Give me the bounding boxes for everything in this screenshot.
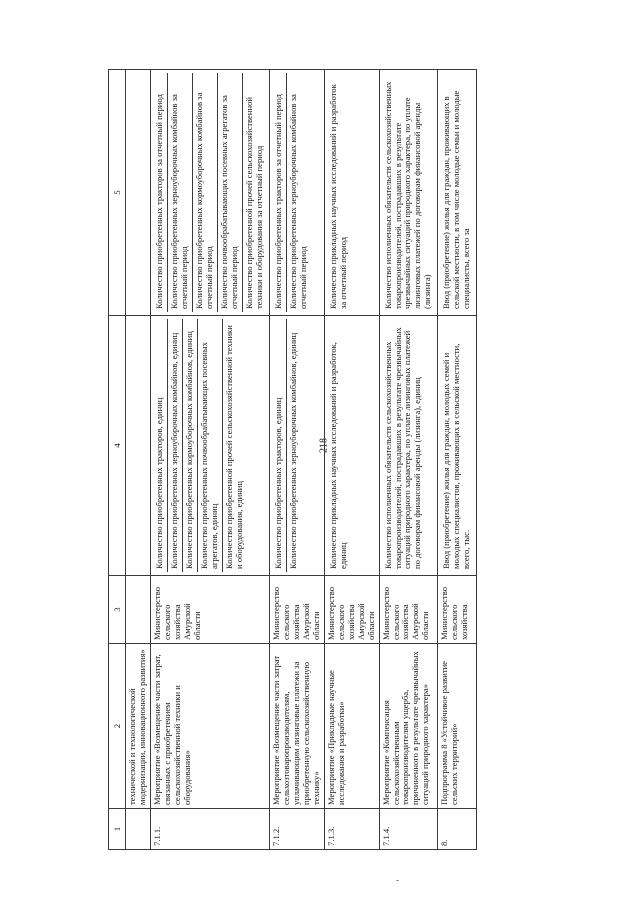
indicator-cell — [151, 316, 270, 576]
table-row — [151, 70, 270, 850]
row-number: 7.1.1. — [151, 809, 270, 850]
result-description: Количество приобретенных зерноуборочных комбайнов за отчетный период — [167, 73, 192, 312]
indicator-text — [128, 319, 132, 572]
row-number: 7.1.2. — [269, 809, 324, 850]
row-number — [126, 809, 151, 850]
row-number: 8. — [438, 809, 477, 850]
indicator-text: Количество приобретенных почвообрабатывающих посевных агрегатов, единиц — [197, 319, 222, 572]
responsible-executor: Министерство сельского хозяйства Амурской области — [151, 576, 270, 644]
result-cell — [438, 70, 477, 316]
result-description: Количество приобретенных тракторов за отчетный период — [154, 94, 165, 309]
result-description: Количество приобретенных кормоуборочных комбайнов за отчетный период — [192, 73, 217, 312]
scan-artifact — [396, 880, 399, 881]
page-number: 218 — [318, 438, 330, 453]
result-cell — [126, 70, 151, 316]
table-body — [126, 70, 477, 850]
program-table — [108, 69, 477, 850]
indicator-text: Количество приобретенных зерноуборочных комбайнов, единиц — [167, 319, 182, 572]
responsible-executor: Министерство сельского хозяйства Амурской области — [379, 576, 438, 644]
program-measure-name: Подпрограмма 8 «Устойчивое развитие сельских территорий» — [438, 644, 477, 809]
indicator-text: Количество приобретенной прочей сельскохозяйственной техники и оборудования, единиц — [222, 319, 247, 572]
program-measure-name: Мероприятие «Прикладные научные исследования и разработки» — [324, 644, 379, 809]
table-row — [379, 70, 438, 850]
result-cell — [324, 70, 379, 316]
indicator-cell — [269, 316, 324, 576]
responsible-executor: Министерство сельского хозяйства — [438, 576, 477, 644]
result-description: Количество почвообрабатывающих посевных агрегатов за отчетный период — [217, 73, 242, 312]
row-number: 7.1.4. — [379, 809, 438, 850]
row-number: 7.1.3. — [324, 809, 379, 850]
header-col-5: 5 — [109, 70, 126, 316]
program-measure-name: Мероприятие «Возмещение части затрат, связанных с приобретением сельскохозяйственной техники и оборудования» — [151, 644, 270, 809]
program-measure-name: технической и технологической модернизации, инновационного развития» — [126, 644, 151, 809]
indicator-text: Количество приобретенных кормоуборочных комбайнов, единиц — [182, 319, 197, 572]
table-row — [126, 70, 151, 850]
header-col-3: 3 — [109, 576, 126, 644]
result-description: Ввод (приобретение) жилья для граждан, проживающих в сельской местности, в том числе молодые семьи и молодые специалисты, всего за — [441, 90, 472, 309]
result-description: Количество прикладных научных исследований и разработок за отчетный период — [327, 84, 348, 309]
header-col-1: 1 — [109, 809, 126, 850]
result-cell — [379, 70, 438, 316]
indicator-text: Количество приобретенных зерноуборочных комбайнов, единиц — [286, 319, 301, 572]
result-cell — [151, 70, 270, 316]
indicator-cell — [438, 316, 477, 576]
responsible-executor: Министерство сельского хозяйства Амурской области — [269, 576, 324, 644]
indicator-cell — [379, 316, 438, 576]
indicator-text: Количество прикладных научных исследований и разработок, единиц — [327, 342, 348, 569]
indicator-cell — [324, 316, 379, 576]
indicator-text: Ввод (приобретение) жилья для граждан, молодых семей и молодых специалистов, проживающих в сельской местности, всего, тыс. — [441, 343, 472, 569]
indicator-text: Количество исполненных обязательств сельскохозяйственных товаропроизводителей, пострадавших в результате чрезвычайных ситуаций природного характера, по уплате лизинговых платежей по договорам финансовой аренды (лизинга), единиц — [382, 327, 423, 569]
indicator-cell — [126, 316, 151, 576]
result-cell — [269, 70, 324, 316]
table-header-row — [109, 70, 126, 850]
table-row — [269, 70, 324, 850]
responsible-executor: Министерство сельского хозяйства Амурской области — [324, 576, 379, 644]
header-col-4: 4 — [109, 316, 126, 576]
program-measure-name: Мероприятие «Возмещение части затрат сельхозтоваропроизводителям, уплачивающим лизинговые платежи за приобретенную сельскохозяйственную технику» — [269, 644, 324, 809]
result-description: Количество исполненных обязательств сельскохозяйственных товаропроизводителей, пострадавших в результате чрезвычайных ситуаций природного характера, по уплате лизинговых платежей по договорам финансовой аренды (лизинга) — [382, 81, 433, 309]
program-measure-name: Мероприятие «Компенсация сельскохозяйственным товаропроизводителям ущерба, причиненного в результате чрезвычайных ситуаций природного характера» — [379, 644, 438, 809]
result-description — [128, 73, 132, 312]
result-description: Количество приобретенных зерноуборочных комбайнов за отчетный период — [286, 73, 311, 312]
responsible-executor — [126, 576, 151, 644]
result-description: Количество приобретенных тракторов за отчетный период — [272, 94, 283, 309]
table-row — [324, 70, 379, 850]
indicator-text: Количество приобретенных тракторов, единиц — [154, 397, 165, 569]
table-row — [438, 70, 477, 850]
indicator-text: Количество приобретенных тракторов, единиц — [272, 397, 283, 569]
rotated-page-content — [108, 70, 538, 850]
result-description: Количество приобретенной прочей сельскохозяйственной техники и оборудования за отчетный период — [242, 73, 267, 312]
header-col-2: 2 — [109, 644, 126, 809]
